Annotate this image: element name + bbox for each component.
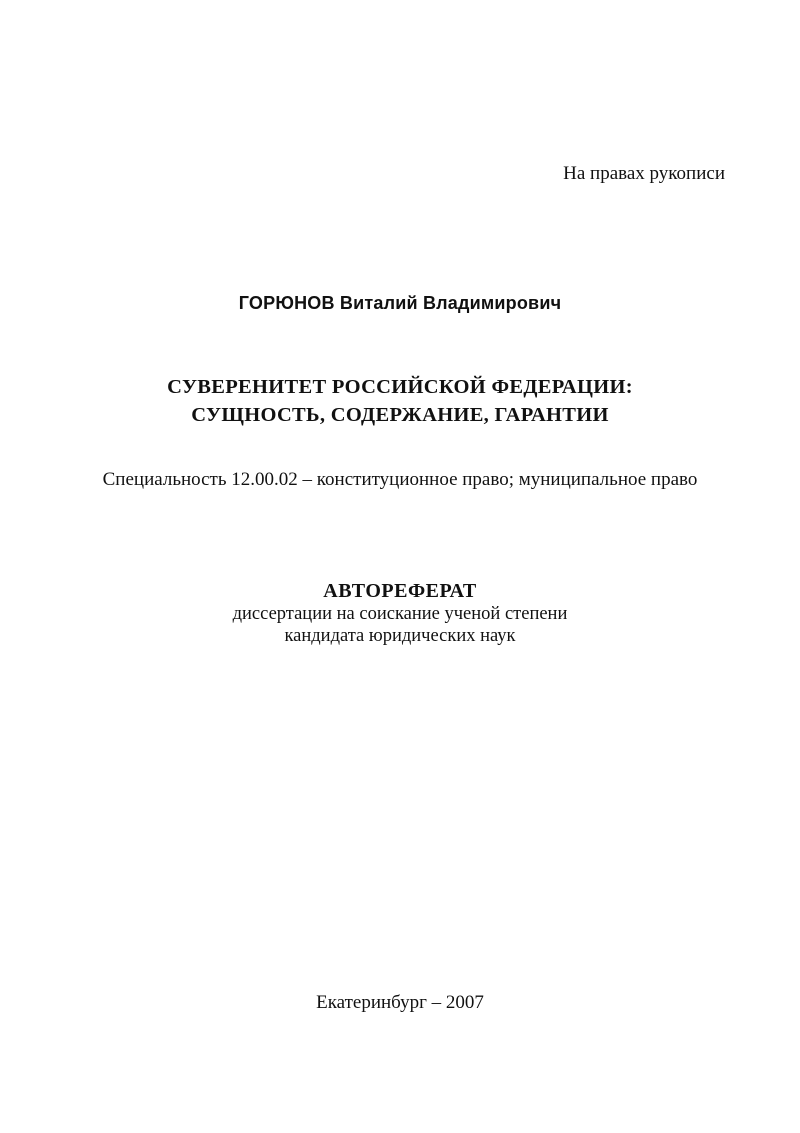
title-line-1: СУВЕРЕНИТЕТ РОССИЙСКОЙ ФЕДЕРАЦИИ: xyxy=(167,376,633,398)
specialty-line: Специальность 12.00.02 – конституционное право; муниципальное право xyxy=(102,469,698,490)
abstract-line-1: диссертации на соискание ученой степени xyxy=(232,604,568,624)
abstract-line-2: кандидата юридических наук xyxy=(284,626,516,646)
author-name: ГОРЮНОВ Виталий Владимирович xyxy=(238,293,562,313)
dissertation-title xyxy=(0,373,800,429)
abstract-heading: АВТОРЕФЕРАТ xyxy=(323,580,477,602)
manuscript-note: На правах рукописи xyxy=(563,163,725,184)
title-line-2: СУЩНОСТЬ, СОДЕРЖАНИЕ, ГАРАНТИИ xyxy=(191,404,609,426)
place-year: Екатеринбург – 2007 xyxy=(316,992,484,1013)
abstract-block xyxy=(0,579,800,647)
